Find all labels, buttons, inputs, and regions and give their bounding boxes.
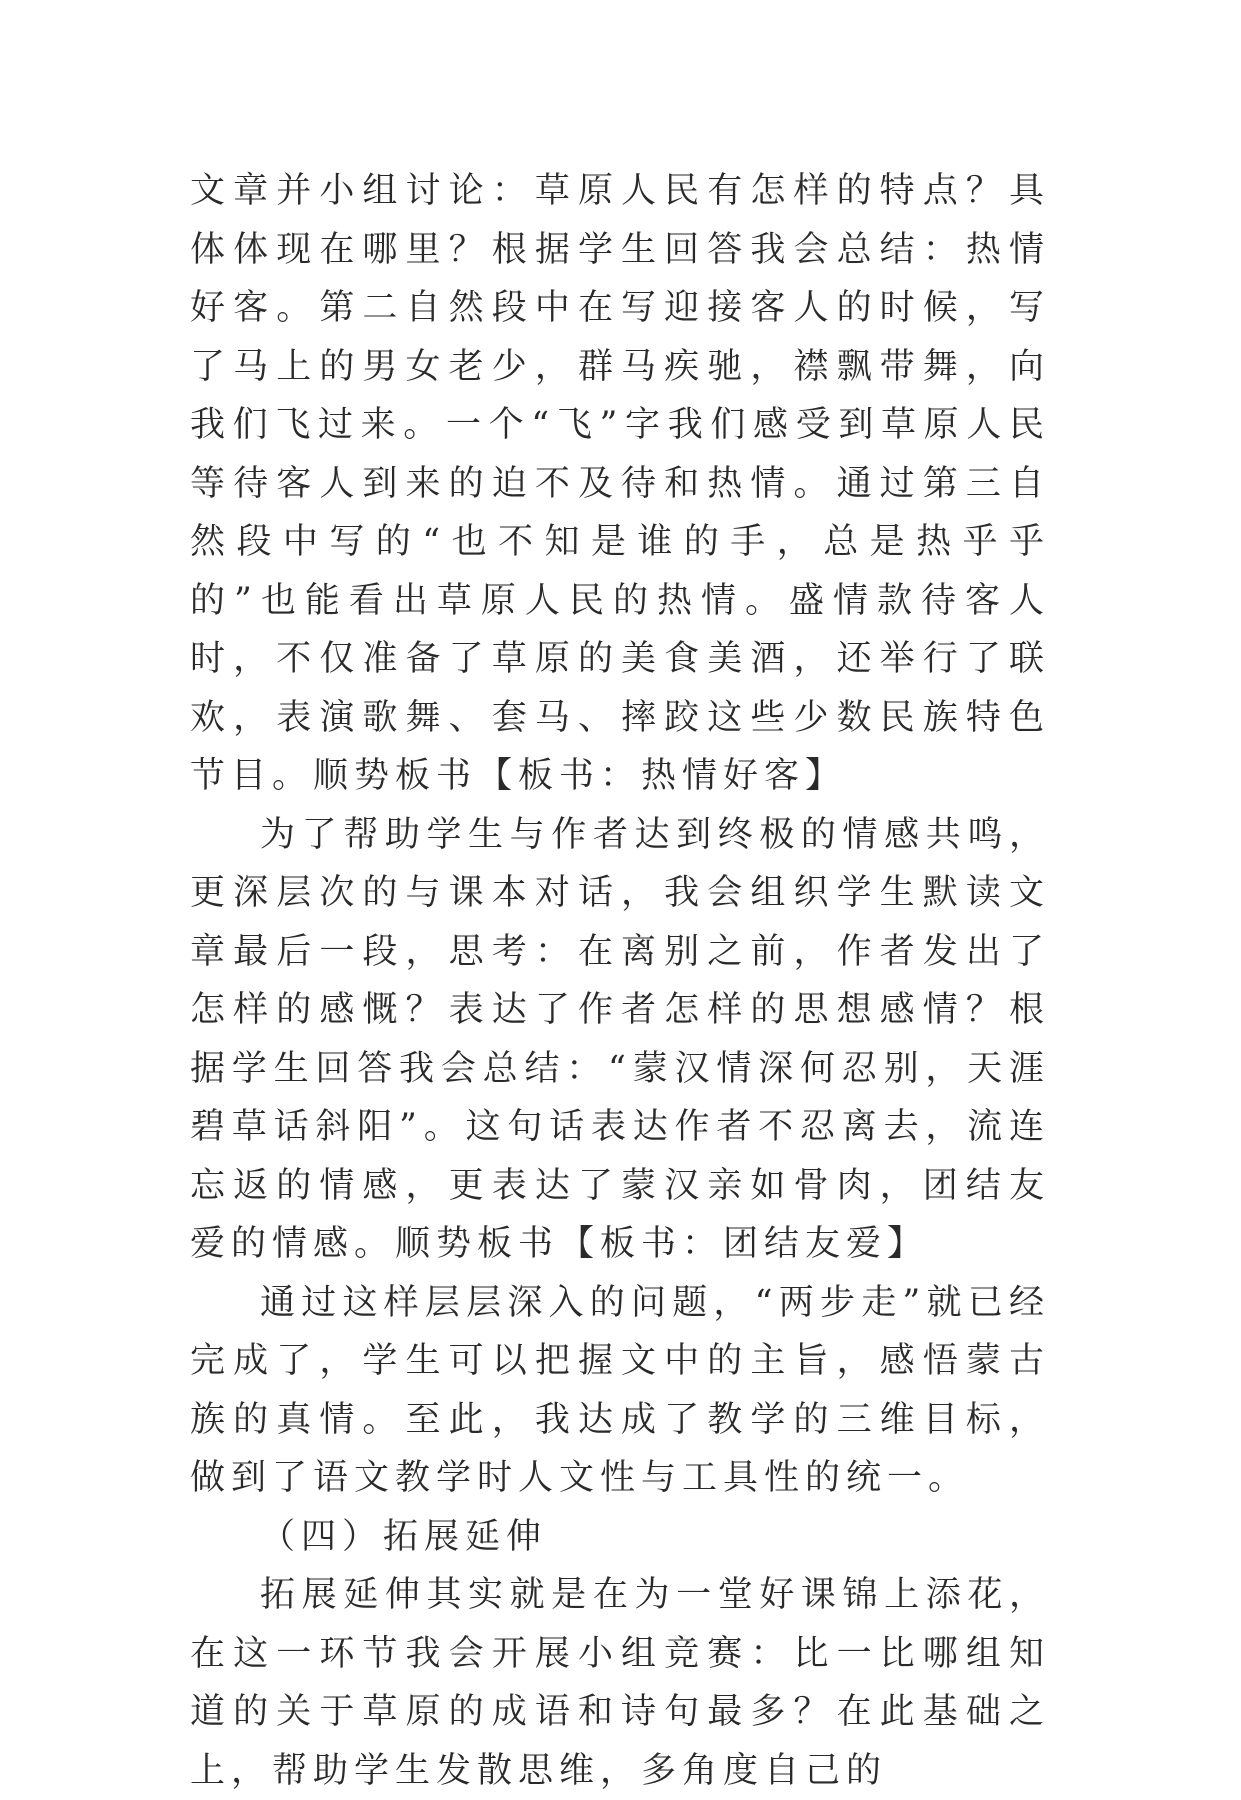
paragraph-summary: 通过这样层层深入的问题，“两步走”就已经完成了，学生可以把握文中的主旨，感悟蒙古族的真情。至此，我达成了教学的三维目标，做到了语文教学时人文性与工具性的统一。 bbox=[190, 1282, 1050, 1498]
paragraph-emotional-resonance: 为了帮助学生与作者达到终极的情感共鸣，更深层次的与课本对话，我会组织学生默读文章最后一段，思考：在离别之前，作者发出了怎样的感慨？表达了作者怎样的思想感情？根据学生回答我会总结：“蒙汉情深何忍别，天涯碧草话斜阳”。这句话表达作者不忍离去，流连忘返的情感，更表达了蒙汉亲如骨肉，团结友爱的情感。顺势板书【板书：团结友爱】 bbox=[190, 814, 1050, 1264]
paragraph-extension: 拓展延伸其实就是在为一堂好课锦上添花，在这一环节我会开展小组竞赛：比一比哪组知道的关于草原的成语和诗句最多？在此基础之上，帮助学生发散思维，多角度自己的 bbox=[190, 1575, 1050, 1791]
section-heading-extension: （四）拓展延伸 bbox=[260, 1516, 548, 1557]
document-body bbox=[190, 162, 1050, 1800]
paragraph-continuation: 文章并小组讨论：草原人民有怎样的特点？具体体现在哪里？根据学生回答我会总结：热情好客。第二自然段中在写迎接客人的时候，写了马上的男女老少，群马疾驰，襟飘带舞，向我们飞过来。一个“飞”字我们感受到草原人民等待客人到来的迫不及待和热情。通过第三自然段中写的“也不知是谁的手，总是热乎乎的”也能看出草原人民的热情。盛情款待客人时，不仅准备了草原的美食美酒，还举行了联欢，表演歌舞、套马、摔跤这些少数民族特色节目。顺势板书【板书：热情好客】 bbox=[190, 171, 1050, 796]
